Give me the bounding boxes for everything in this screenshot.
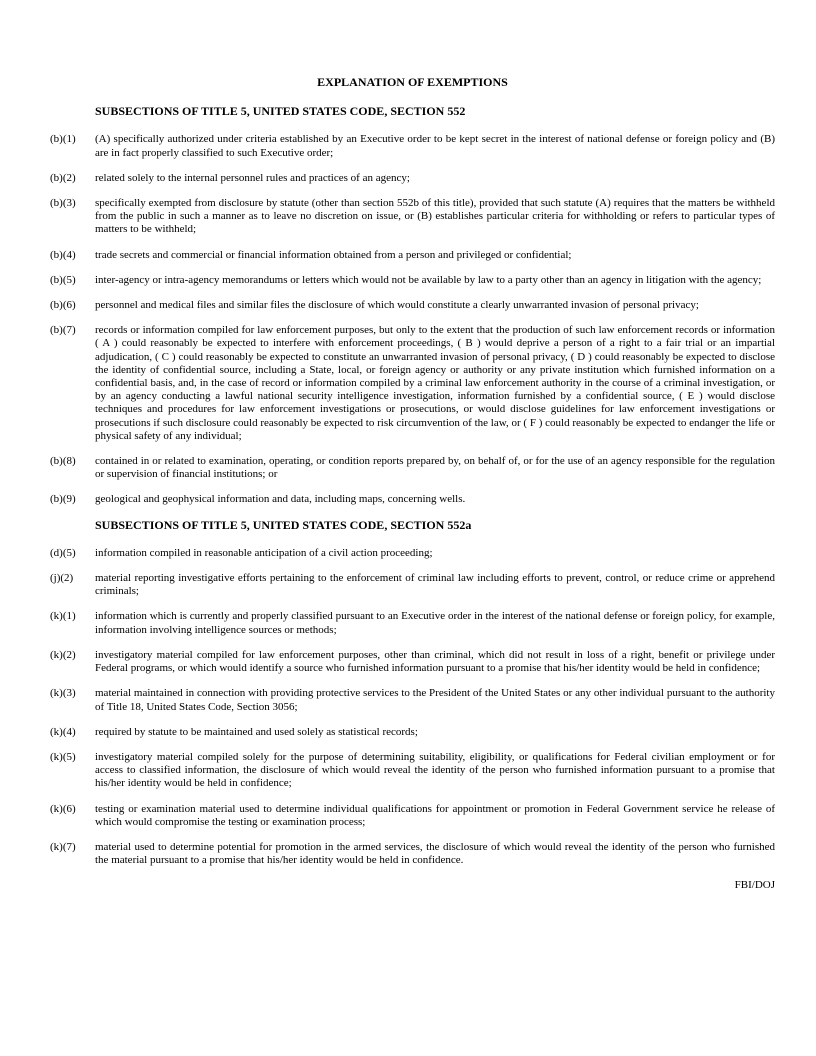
exemption-item: [50, 455, 775, 481]
exemption-text: geological and geophysical information and data, including maps, concerning wells.: [95, 493, 466, 506]
exemption-label: (b)(5): [50, 273, 76, 286]
exemption-text: material maintained in connection with providing protective services to the President of the United States or any other individual pursuant to the authority of Title 18, United States Code, Section 3056;: [95, 687, 775, 713]
exemption-text: information compiled in reasonable anticipation of a civil action proceeding;: [95, 546, 433, 559]
exemption-label: (k)(7): [50, 840, 76, 853]
exemption-item: [50, 610, 775, 636]
exemption-text: contained in or related to examination, operating, or condition reports prepared by, on behalf of, or for the use of an agency responsible for the regulation or supervision of financial institutions; or: [95, 455, 775, 481]
exemption-item: [50, 841, 775, 867]
exemption-label: (b)(9): [50, 493, 76, 506]
exemption-label: (b)(4): [50, 248, 76, 261]
exemption-text: material reporting investigative efforts pertaining to the enforcement of criminal law including efforts to prevent, control, or reduce crime or apprehend criminals;: [95, 572, 775, 598]
exemption-text: personnel and medical files and similar files the disclosure of which would constitute a clearly unwarranted invasion of personal privacy;: [95, 299, 699, 312]
exemption-label: (k)(3): [50, 687, 76, 700]
section-heading-552a: SUBSECTIONS OF TITLE 5, UNITED STATES CODE, SECTION 552a: [95, 517, 472, 532]
exemption-label: (j)(2): [50, 572, 74, 585]
exemption-item: [50, 172, 775, 185]
exemption-label: (k)(6): [50, 802, 76, 815]
exemption-item: [50, 687, 775, 713]
exemption-label: (k)(4): [50, 725, 76, 738]
exemption-item: [50, 547, 775, 560]
exemption-text: inter-agency or intra-agency memorandums or letters which would not be available by law to a party other than an agency in litigation with the agency;: [95, 273, 762, 286]
exemption-text: investigatory material compiled solely for the purpose of determining suitability, eligibility, or qualifications for Federal civilian employment or for access to classified information, the disclosure of which would reveal the identity of the person who furnished information pursuant to a promise that his/her identity would be held in confidence;: [95, 750, 775, 790]
exemption-label: (b)(2): [50, 171, 76, 184]
exemption-item: [50, 299, 775, 312]
exemption-label: (b)(6): [50, 299, 76, 312]
exemption-label: (b)(3): [50, 197, 76, 210]
exemption-label: (b)(8): [50, 455, 76, 468]
exemption-label: (b)(1): [50, 133, 76, 146]
exemption-item: [50, 803, 775, 829]
exemption-text: testing or examination material used to determine individual qualifications for appointment or promotion in Federal Government service he release of which would compromise the testing or examination process;: [95, 802, 775, 828]
exemption-text: information which is currently and properly classified pursuant to an Executive order in the interest of the national defense or foreign policy, for example, information involving intelligence sources or methods;: [95, 610, 775, 636]
exemption-list-552a: [50, 547, 775, 867]
exemption-text: specifically exempted from disclosure by statute (other than section 552b of this title), provided that such statute (A) requires that the matters be withheld from the public in such a manner as to leave no discretion on issue, or (B) establishes particular criteria for withholding or refers to particular types of matters to be withheld;: [95, 197, 775, 236]
exemption-list-552: [50, 133, 775, 506]
exemption-text: investigatory material compiled for law enforcement purposes, other than criminal, which did not result in loss of a right, benefit or privilege under Federal programs, or which would identify a source who furnished information pursuant to a promise that his/her identity would be held in confidence;: [95, 648, 775, 675]
exemption-item: [50, 197, 775, 237]
exemption-item: [50, 649, 775, 675]
document-title: EXPLANATION OF EXEMPTIONS: [317, 75, 508, 89]
exemption-label: (k)(1): [50, 610, 76, 623]
exemption-label: (k)(5): [50, 750, 76, 763]
exemption-label: (b)(7): [50, 324, 76, 337]
exemption-label: (k)(2): [50, 648, 76, 661]
exemption-item: [50, 133, 775, 159]
footer-agency-label: FBI/DOJ: [734, 879, 775, 892]
exemption-item: [50, 493, 775, 506]
exemption-item: [50, 324, 775, 443]
exemption-text: records or information compiled for law enforcement purposes, but only to the extent that the production of such law enforcement records or information ( A ) could reasonably be expected to interfere with enforcement proceedings, ( B ) would deprive a person of a right to a fair trial or an impartial adjudication, ( C ) could reasonably be expected to constitute an unwarranted invasion of personal privacy, ( D ) could reasonably be expected to disclose the identity of confidential source, including a State, local, or foreign agency or authority or any private institution which furnished information on a confidential basis, and, in the case of record or information compiled by a criminal law enforcement authority in the course of a criminal investigation, or by an agency conducting a lawful national security intelligence investigation, information furnished by a confidential source, ( E ) would disclose techniques and procedures for law enforcement investigations or prosecutions, or would disclose guidelines for law enforcement investigations or prosecutions if such disclosure could reasonably be expected to risk circumvention of the law, or ( F ) could reasonably be expected to endanger the life or physical safety of any individual;: [95, 324, 775, 442]
exemption-item: [50, 726, 775, 739]
exemption-item: [50, 249, 775, 262]
exemption-item: [50, 751, 775, 791]
section-heading-552: SUBSECTIONS OF TITLE 5, UNITED STATES CODE, SECTION 552: [95, 104, 466, 119]
exemption-item: [50, 274, 775, 287]
exemption-item: [50, 572, 775, 598]
exemption-label: (d)(5): [50, 546, 76, 559]
exemption-text: trade secrets and commercial or financial information obtained from a person and privileged or confidential;: [95, 248, 572, 261]
exemption-text: required by statute to be maintained and used solely as statistical records;: [95, 725, 418, 738]
exemption-text: related solely to the internal personnel rules and practices of an agency;: [95, 171, 410, 184]
exemption-text: material used to determine potential for promotion in the armed services, the disclosure of which would reveal the identity of the person who furnished the material pursuant to a promise that his/her identity would be held in confidence.: [95, 840, 775, 867]
exemption-text: (A) specifically authorized under criteria established by an Executive order to be kept secret in the interest of national defense or foreign policy and (B) are in fact properly classified to such Executive order;: [95, 133, 775, 159]
